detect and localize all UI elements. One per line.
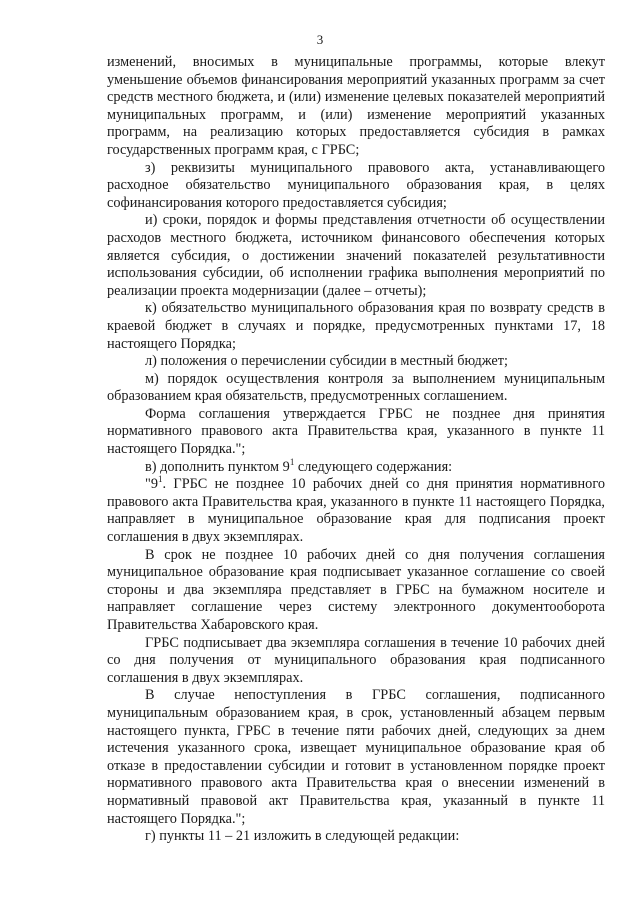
item-v-superscript: 1 bbox=[289, 456, 295, 467]
paragraph-item-z: з) реквизиты муниципального правового акта, устанавливающего расходное обязательство муниципального образования края, в целях софинансирования которого предоставляется субсидия; bbox=[107, 159, 605, 211]
paragraph-item-m: м) порядок осуществления контроля за выполнением муниципальным образованием края обязательств, предусмотренных соглашением. bbox=[107, 370, 605, 405]
point-9-1-superscript: 1 bbox=[158, 474, 163, 485]
point-9-1-text-after: . ГРБС не позднее 10 рабочих дней со дня принятия нормативного правового акта Правительства края, указанного в пункте 11 настоящего Порядка, направляет в муниципальное образование края для подписания проект соглашения в двух экземплярах. bbox=[107, 476, 605, 546]
paragraph-agreement-form: Форма соглашения утверждается ГРБС не позднее дня принятия нормативного правового акта Правительства края, указанного в пункте 11 настоящего Порядка."; bbox=[107, 405, 605, 458]
paragraph-item-i: и) сроки, порядок и формы представления отчетности об осуществлении расходов местного бюджета, источником финансового обеспечения которых является субсидия, о достижении значений показателей результативности использования субсидии, об исполнении графика выполнения мероприятий по реализации проекта модернизации (далее – отчеты); bbox=[107, 212, 605, 299]
page-number: 3 bbox=[316, 32, 324, 47]
item-v-text-after: следующего содержания: bbox=[294, 458, 453, 475]
paragraph-item-v bbox=[107, 456, 605, 477]
item-v-text-before: в) дополнить пунктом 9 bbox=[145, 458, 290, 475]
paragraph-item-k: к) обязательство муниципального образования края по возврату средств в краевой бюджет в случаях и порядке, предусмотренных пунктами 17, 18 настоящего Порядка; bbox=[107, 300, 605, 352]
paragraph-signing-deadline: В срок не позднее 10 рабочих дней со дня получения соглашения муниципальное образование края подписывает указанное соглашение со своей стороны и два экземпляра представляет в ГРБС на бумажном носителе и направляет соглашение через систему электронного документооборота Правительства Хабаровского края. bbox=[107, 546, 605, 633]
paragraph-item-l: л) положения о перечислении субсидии в местный бюджет; bbox=[145, 353, 508, 370]
paragraph-grbs-signing: ГРБС подписывает два экземпляра соглашения в течение 10 рабочих дней со дня получения от муниципального образования края подписанного соглашения в двух экземплярах. bbox=[107, 634, 605, 686]
paragraph-continuation: изменений, вносимых в муниципальные программы, которые влекут уменьшение объемов финансирования мероприятий указанных программ за счет средств местного бюджета, и (или) изменение целевых показателей мероприятий муниципальных программ, и (или) изменение мероприятий указанных программ, на реализацию которых предоставляется субсидия в рамках государственных программ края, с ГРБС; bbox=[107, 54, 605, 158]
point-9-1-text-before: "9 bbox=[145, 476, 158, 493]
paragraph-non-receipt: В случае непоступления в ГРБС соглашения, подписанного муниципальным образованием края, в срок, установленный абзацем первым настоящего пункта, ГРБС в течение пяти рабочих дней, следующих за днем истечения указанного срока, извещает муниципальное образование края об отказе в предоставлении субсидии и готовит в установленном порядке проект нормативного правового акта Правительства края о внесении изменений в нормативный правовой акт Правительства края, указанный в пункте 11 настоящего Порядка."; bbox=[107, 687, 605, 827]
paragraph-item-g: г) пункты 11 – 21 изложить в следующей редакции: bbox=[145, 828, 460, 845]
paragraph-point-9-1 bbox=[107, 476, 605, 546]
document-body bbox=[107, 54, 605, 846]
